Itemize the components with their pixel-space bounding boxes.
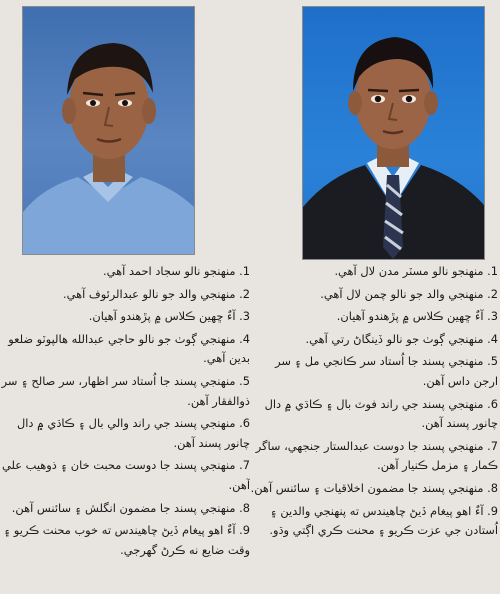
list-item: 4 . منهنجي ڳوٺ جو نالو حاجي عبدالله هالپوٽو ضلعو بدين آهي.: [0, 330, 250, 369]
list-item: 4 . منهنجي ڳوٺ جو نالو ڏينگاڻ رتي آهي.: [250, 330, 498, 350]
list-item: 3 . آءٌ ڇهين ڪلاس ۾ پڙهندو آهيان.: [250, 307, 498, 327]
list-item: 6 . منهنجي پسند جي راند فوٽ بال ۽ ڪاڌي ۾ دال چانور پسند آهن.: [250, 395, 498, 434]
list-item: 2 . منهنجي والد جو نالو چمن لال آهي.: [250, 285, 498, 305]
list-item: 8 . منهنجي پسند جا مضمون انگلش ۽ سائنس آهن.: [0, 499, 250, 519]
boy-portrait-left: [23, 7, 194, 254]
right-profile-text: [250, 262, 498, 544]
list-item: 9 . آءٌ اهو پيغام ڏيڻ چاهيندس ته خوب محنت ڪريو ۽ وقت ضايع نه ڪرڻ گهرجي.: [0, 521, 250, 560]
list-item: 8 . منهنجي پسند جا مضمون اخلاقيات ۽ سائنس آهن.: [250, 479, 498, 499]
list-item: 5 . منهنجي پسند جا اُستاد سر اظهار، سر صالح ۽ سر ذوالفقار آهن.: [0, 372, 250, 411]
boy-portrait-right: [303, 7, 484, 259]
student-photo-right: [302, 6, 485, 260]
list-item: 6 . منهنجي پسند جي راند والي بال ۽ ڪاڌي ۾ دال چانور پسند آهن.: [0, 414, 250, 453]
list-item: 7 . منهنجي پسند جا دوست محبت خان ۽ ذوهيب علي آهن.: [0, 456, 250, 495]
left-profile-clip: [0, 262, 250, 594]
student-photo-left: [22, 6, 195, 255]
list-item: 1 . منهنجو نالو مسٽر مدن لال آهي.: [250, 262, 498, 282]
list-item: 1 . منهنجو نالو سجاد احمد آهي.: [0, 262, 250, 282]
list-item: 2 . منهنجي والد جو نالو عبدالرئوف آهي.: [0, 285, 250, 305]
left-profile-text: [0, 262, 250, 563]
list-item: 9 . آءٌ اهو پيغام ڏيڻ چاهيندس ته پنهنجي والدين ۽ اُستادن جي عزت ڪريو ۽ محنت ڪري اڳتي وڌو.: [250, 502, 498, 541]
list-item: 3 . آءٌ ڇهين ڪلاس ۾ پڙهندو آهيان.: [0, 307, 250, 327]
list-item: 5 . منهنجي پسند جا اُستاد سر ڪانجي مل ۽ سر ارجن داس آهن.: [250, 352, 498, 391]
list-item: 7 . منهنجي پسند جا دوست عبدالستار جنجهي، ساگر ڪمار ۽ مزمل ڪنيار آهن.: [250, 437, 498, 476]
